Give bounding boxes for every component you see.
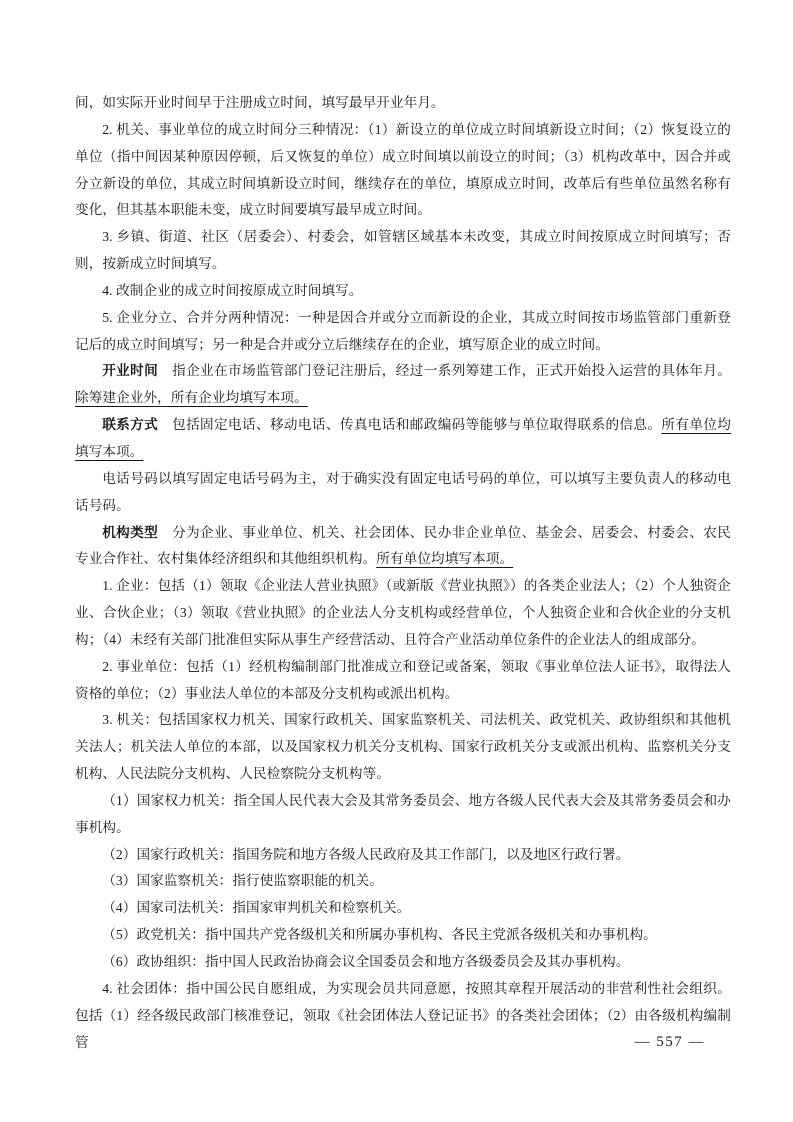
paragraph-1 [75,90,731,117]
paragraph-15 [75,868,731,895]
text-run: 4. 改制企业的成立时间按原成立时间填写。 [102,282,363,298]
text-run: （2）国家行政机关：指国务院和地方各级人民政府及其工作部门，以及地区行政行署。 [102,846,630,862]
text-run: 电话号码以填写固定电话号码为主，对于确实没有固定电话号码的单位，可以填写主要负责人的移动电话号码。 [75,470,731,513]
text-run: 3. 乡镇、街道、社区（居委会）、村委会，如管辖区域基本未改变，其成立时间按原成立时间填写；否则，按新成立时间填写。 [75,229,731,272]
text-run: （3）国家监察机关：指行使监察职能的机关。 [102,873,383,889]
paragraph-4 [75,278,731,305]
paragraph-7 [75,412,731,466]
paragraph-18 [75,949,731,976]
text-run: 2. 事业单位：包括（1）经机构编制部门批准成立和登记或备案，领取《事业单位法人证书》，取得法人资格的单位；（2）事业法人单位的本部及分支机构或派出机构。 [75,658,731,701]
paragraph-3 [75,224,731,278]
text-run: （5）政党机关：指中国共产党各级机关和所属办事机构、各民主党派各级机关和办事机构。 [102,927,657,943]
paragraph-6 [75,358,731,412]
term-label: 联系方式 [102,417,159,433]
paragraph-10 [75,573,731,654]
text-run: 指企业在市场监管部门登记注册后，经过一系列筹建工作，正式开始投入运营的具体年月。 [158,363,731,379]
underlined-text: 除筹建企业外，所有企业均填写本项。 [75,390,308,406]
paragraph-12 [75,707,731,788]
paragraph-17 [75,922,731,949]
paragraph-13 [75,788,731,842]
paragraph-14 [75,842,731,869]
underlined-text: 所有单位均填写本项。 [75,417,731,459]
paragraph-11 [75,654,731,708]
text-run: 2. 机关、事业单位的成立时间分三种情况：（1）新设立的单位成立时间填新设立时间；（2）恢复设立的单位（指中间因某种原因停顿，后又恢复的单位）成立时间填以前设立的时间；（3）机构改革中，因合并或分立新设的单位，其成立时间填新设立时间，继续存在的单位，填原成立时间，改革后有些单位虽然名称有变化，但其基本职能未变，成立时间要填写最早成立时间。 [75,121,731,218]
text-run: 分为企业、事业单位、机关、社会团体、民办非企业单位、基金会、居委会、村委会、农民专业合作社、农村集体经济组织和其他组织机构。 [75,524,731,567]
text-run: （6）政协组织：指中国人民政治协商会议全国委员会和地方各级委员会及其办事机构。 [102,954,630,969]
document-body [75,90,731,1056]
text-run: 1. 企业：包括（1）领取《企业法人营业执照》（或新版《营业执照》）的各类企业法人；（2）个人独资企业、合伙企业；（3）领取《营业执照》的企业法人分支机构或经营单位，个人独资企业和合伙企业的分支机构；（4）未经有关部门批准但实际从事生产经营活动、且符合产业活动单位条件的企业法人的组成部分。 [75,578,731,647]
text-run: （1）国家权力机关：指全国人民代表大会及其常务委员会、地方各级人民代表大会及其常务委员会和办事机构。 [75,792,731,835]
underlined-text: 所有单位均填写本项。 [376,551,514,567]
page-number: — 557 — [634,1034,705,1050]
text-run: 4. 社会团体：指中国公民自愿组成，为实现会员共同意愿，按照其章程开展活动的非营利性社会组织。包括（1）经各级民政部门核准登记，领取《社会团体法人登记证书》的各类社会团体；（2）由各级机构编制管 [75,980,731,1050]
paragraph-5 [75,305,731,359]
term-label: 开业时间 [102,363,159,379]
page-footer [635,1034,706,1051]
text-run: 3. 机关：包括国家权力机关、国家行政机关、国家监察机关、司法机关、政党机关、政协组织和其他机关法人；机关法人单位的本部，以及国家权力机关分支机构、国家行政机关分支或派出机构、监察机关分支机构、人民法院分支机构、人民检察院分支机构等。 [75,712,731,782]
paragraph-19 [75,976,731,1057]
paragraph-8 [75,466,731,520]
text-run: 5. 企业分立、合并分两种情况：一种是因合并或分立而新设的企业，其成立时间按市场监管部门重新登记后的成立时间填写；另一种是合并或分立后继续存在的企业，填写原企业的成立时间。 [75,309,731,352]
text-run: （4）国家司法机关：指国家审判机关和检察机关。 [102,900,411,916]
text-run: 间，如实际开业时间早于注册成立时间，填写最早开业年月。 [75,95,445,110]
text-run: 包括固定电话、移动电话、传真电话和邮政编码等能够与单位取得联系的信息。 [158,417,662,433]
term-label: 机构类型 [102,524,159,540]
paragraph-16 [75,895,731,922]
paragraph-9 [75,520,731,574]
paragraph-2 [75,117,731,224]
